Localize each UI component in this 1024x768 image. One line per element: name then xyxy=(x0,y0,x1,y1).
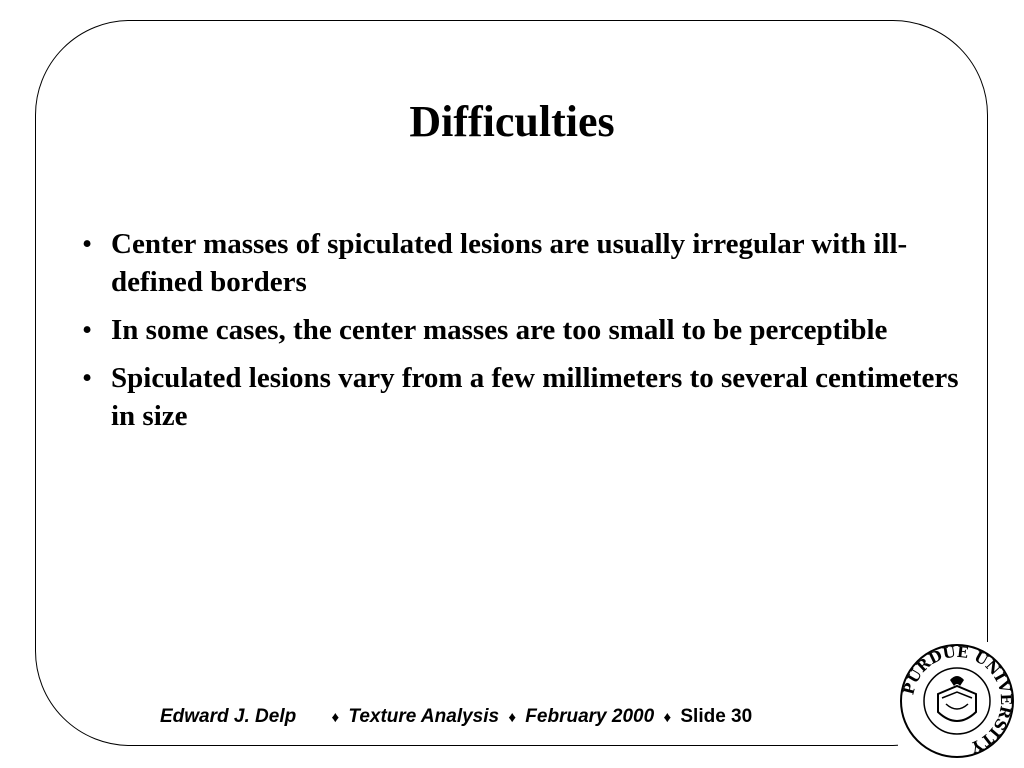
bullet-text: Center masses of spiculated lesions are usually irregular with ill-defined borders xyxy=(111,228,908,298)
bullet-marker: • xyxy=(82,314,93,346)
purdue-seal-icon xyxy=(898,642,1016,760)
bullet-item xyxy=(82,225,962,301)
purdue-logo-svg xyxy=(898,642,1016,760)
bullet-text: In some cases, the center masses are too small to be perceptible xyxy=(111,314,888,346)
bullet-marker: • xyxy=(82,228,93,260)
slide-title: Difficulties xyxy=(409,97,615,146)
svg-text:PURDUE UNIVERSITY: PURDUE UNIVERSITY xyxy=(899,642,1016,757)
footer-author: Edward J. Delp xyxy=(160,706,297,727)
footer-date: February 2000 xyxy=(525,706,655,727)
bullet-item xyxy=(82,359,962,435)
diamond-separator-icon: ♦ xyxy=(331,709,340,726)
bullet-item xyxy=(82,311,962,349)
diamond-separator-icon: ♦ xyxy=(508,709,517,726)
bullet-text: Spiculated lesions vary from a few millimeters to several centimeters in size xyxy=(111,362,959,432)
bullet-list xyxy=(82,225,962,445)
bullet-marker: • xyxy=(82,362,93,394)
footer-topic: Texture Analysis xyxy=(348,706,500,727)
slide-footer xyxy=(160,706,752,728)
footer-slide-number: Slide 30 xyxy=(680,706,753,727)
diamond-separator-icon: ♦ xyxy=(663,709,672,726)
